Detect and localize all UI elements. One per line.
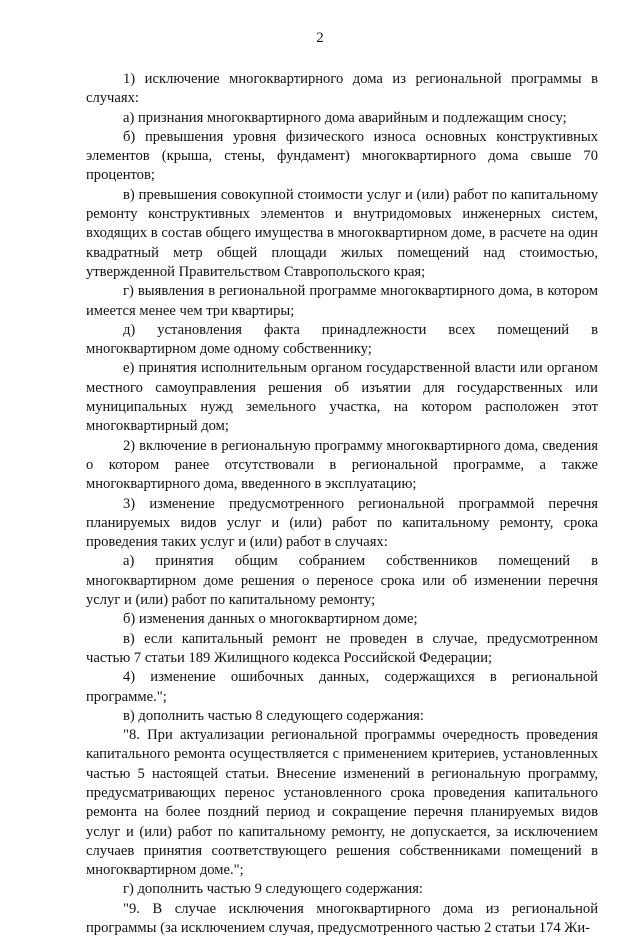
document-body	[86, 70, 598, 938]
paragraph-1g-apartments: г) выявления в региональной программе многоквартирного дома, в котором имеется менее чем три квартиры;	[86, 283, 598, 319]
paragraph-1v-cost: в) превышения совокупной стоимости услуг и (или) работ по капитальному ремонту конструктивных элементов и внутридомовых инженерных систем, входящих в состав общего имущества в многоквартирном доме, в расчете на один квадратный метр общей площади жилых помещений над стоимостью, утвержденной Правительством Ставропольского края;	[86, 186, 598, 280]
paragraph-2-inclusion: 2) включение в региональную программу многоквартирного дома, сведения о котором ранее отсутствовали в региональной программе, а также многоквартирного дома, введенного в эксплуатацию;	[86, 437, 598, 493]
paragraph-part-8-text: "8. При актуализации региональной программы очередность проведения капитального ремонта осуществляется с применением критериев, установленных частью 5 настоящей статьи. Внесение изменений в региональную программу, предусматривающих перенос установленного срока проведения капитального ремонта на более поздний период и сокращение перечня планируемых видов услуг и (или) работ по капитальному ремонту, не допускается, за исключением случаев принятия соответствующего решения собственниками помещений в многоквартирном доме.";	[86, 727, 598, 879]
paragraph-3-change-list: 3) изменение предусмотренного региональной программой перечня планируемых видов услуг и (или) работ по капитальному ремонту, срока проведения таких услуг и (или) работ в случаях:	[86, 495, 598, 551]
paragraph-3v-not-conducted: в) если капитальный ремонт не проведен в случае, предусмотренном частью 7 статьи 189 Жилищного кодекса Российской Федерации;	[86, 630, 598, 666]
paragraph-g-add-part-9: г) дополнить частью 9 следующего содержания:	[123, 881, 423, 898]
paragraph-1b-wear: б) превышения уровня физического износа основных конструктивных элементов (крыша, стены, фундамент) многоквартирного дома свыше 70 процентов;	[86, 128, 598, 184]
paragraph-1e-land-seizure: е) принятия исполнительным органом государственной власти или органом местного самоуправления решения об изъятии для государственных или муниципальных нужд земельного участка, на котором расположен этот многоквартирный дом;	[86, 360, 598, 435]
paragraph-v-add-part-8: в) дополнить частью 8 следующего содержания:	[123, 707, 424, 724]
paragraph-part-9-text: "9. В случае исключения многоквартирного дома из региональной программы (за исключением случая, предусмотренного частью 2 статьи 174 Жи-	[86, 900, 598, 937]
page-number: 2	[316, 30, 324, 46]
paragraph-1-exclusion: 1) исключение многоквартирного дома из региональной программы в случаях:	[86, 71, 598, 107]
paragraph-3b-data-change: б) изменения данных о многоквартирном доме;	[123, 611, 418, 628]
paragraph-3a-owners-meeting: а) принятия общим собранием собственников помещений в многоквартирном доме решения о переносе срока или об изменении перечня услуг и (или) работ по капитальному ремонту;	[86, 553, 598, 609]
paragraph-4-errors: 4) изменение ошибочных данных, содержащихся в региональной программе.";	[86, 669, 598, 705]
paragraph-1a-emergency: а) признания многоквартирного дома аварийным и подлежащим сносу;	[123, 109, 567, 126]
paragraph-1d-single-owner: д) установления факта принадлежности всех помещений в многоквартирном доме одному собственнику;	[86, 321, 598, 358]
